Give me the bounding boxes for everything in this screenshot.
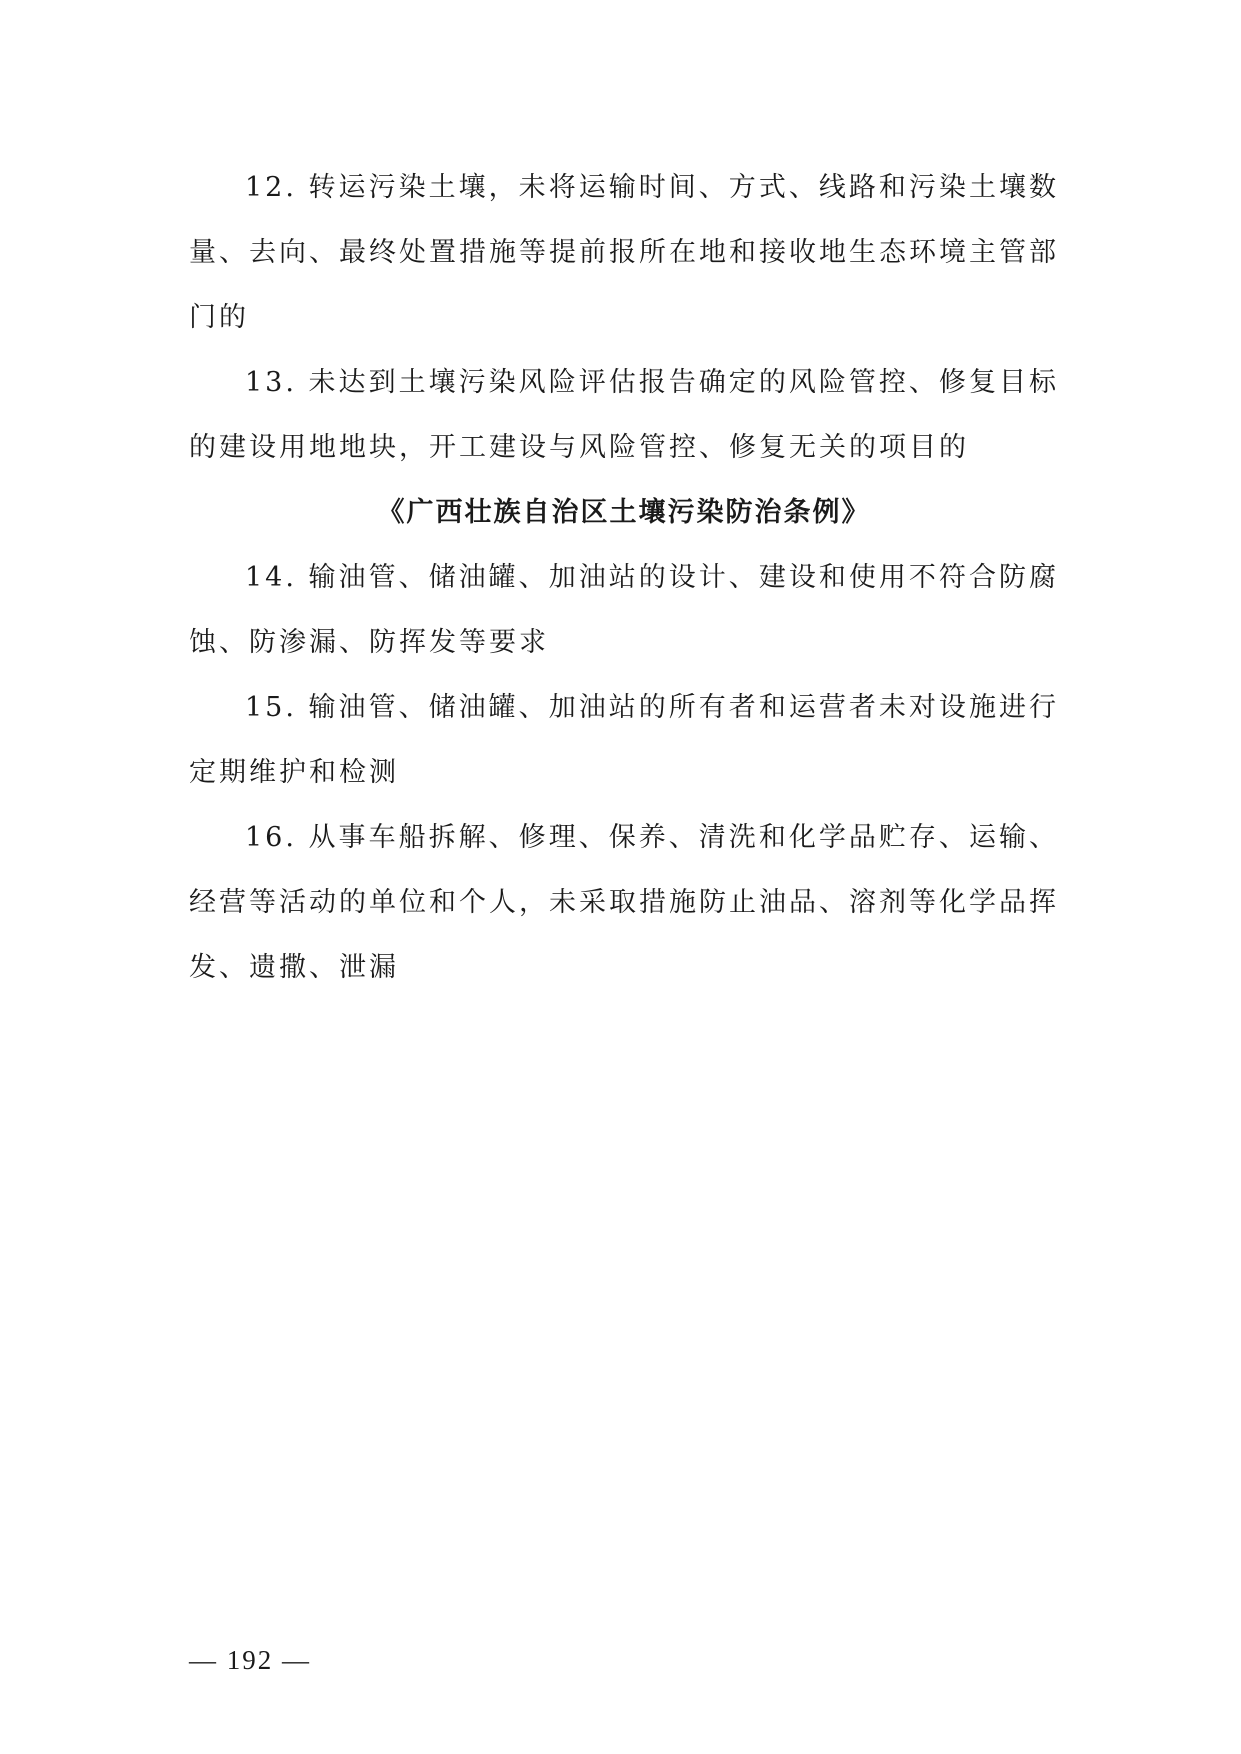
list-item-12: 12. 转运污染土壤，未将运输时间、方式、线路和污染土壤数量、去向、最终处置措施等提前报所在地和接收地生态环境主管部门的 xyxy=(189,172,1059,333)
section-heading: 《广西壮族自治区土壤污染防治条例》 xyxy=(377,497,871,528)
list-item-15: 15. 输油管、储油罐、加油站的所有者和运营者未对设施进行定期维护和检测 xyxy=(189,692,1059,788)
list-item-16: 16. 从事车船拆解、修理、保养、清洗和化学品贮存、运输、经营等活动的单位和个人，未采取措施防止油品、溶剂等化学品挥发、遗撒、泄漏 xyxy=(189,822,1059,983)
page-number: — 192 — xyxy=(189,1645,311,1675)
list-item-14: 14. 输油管、储油罐、加油站的设计、建设和使用不符合防腐蚀、防渗漏、防挥发等要求 xyxy=(189,562,1059,658)
list-item-13: 13. 未达到土壤污染风险评估报告确定的风险管控、修复目标的建设用地地块，开工建设与风险管控、修复无关的项目的 xyxy=(189,367,1059,463)
document-body xyxy=(189,155,1059,1000)
